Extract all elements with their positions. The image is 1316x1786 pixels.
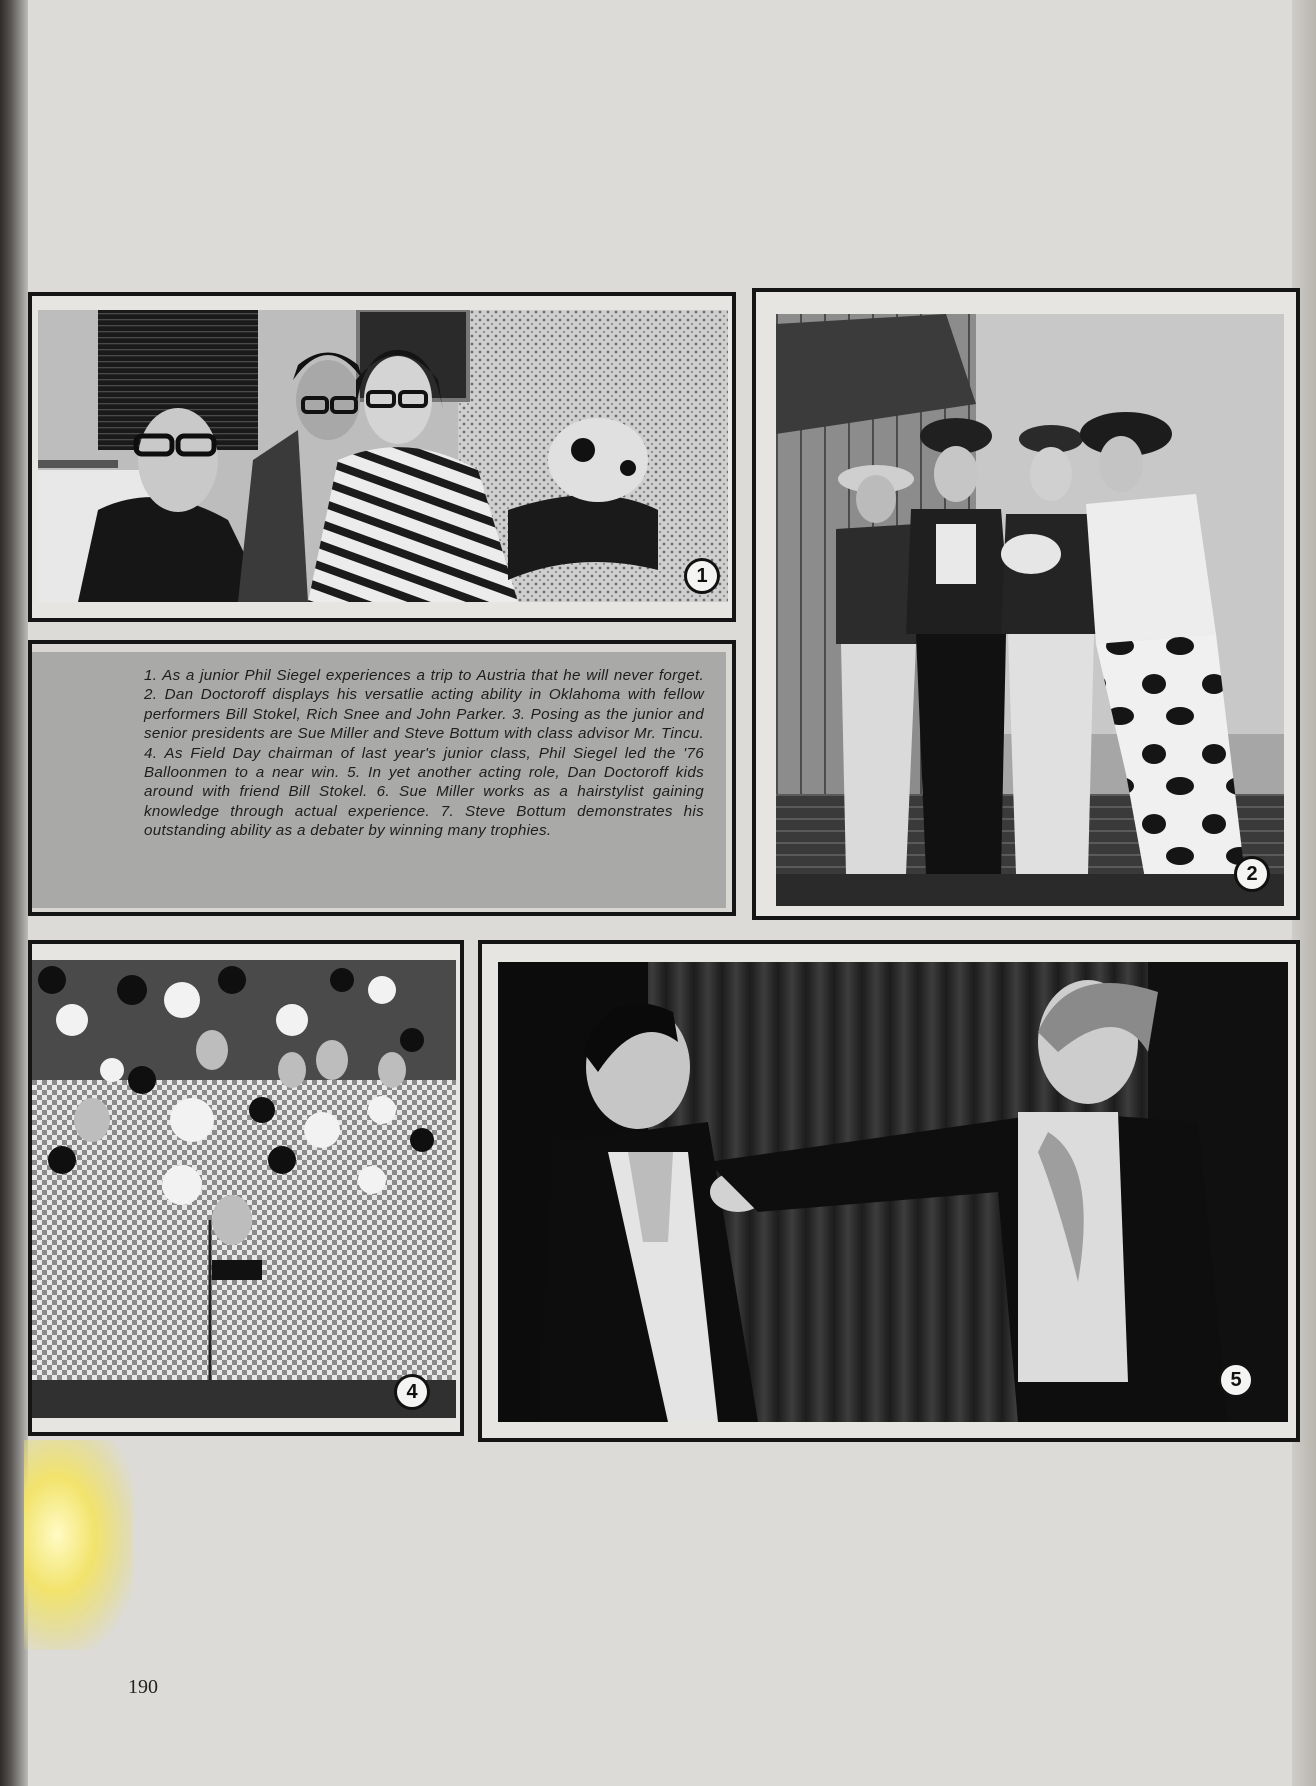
caption-box	[32, 652, 726, 908]
photo-2-frame	[752, 288, 1300, 920]
photo-4-frame	[28, 940, 464, 1436]
photo-5-number: 5	[1218, 1362, 1254, 1398]
photo-2	[776, 314, 1284, 906]
photo-1-frame	[28, 292, 736, 622]
photo-2-number: 2	[1234, 856, 1270, 892]
page-number: 190	[128, 1676, 158, 1698]
photo-4-number: 4	[394, 1374, 430, 1410]
photo-1-number: 1	[684, 558, 720, 594]
caption-text: 1. As a junior Phil Siegel experiences a trip to Austria that he will never forget. 2. Dan Doctoroff displays his versatlie acting ability in Oklahoma with fellow performers Bill Stokel, Rich Snee and John Parker. 3. Posing as the junior and senior presidents are Sue Miller and Steve Bottum with class advisor Mr. Tincu. 4. As Field Day chairman of last year's junior class, Phil Siegel led the '76 Balloonmen to a near win. 5. In yet another acting role, Dan Doctoroff kids around with friend Bill Stokel. 6. Sue Miller works as a hairstylist gaining knowledge through actual experience. 7. Steve Bottum demonstrates his outstanding ability as a debater by winning many trophies.	[144, 667, 704, 840]
light-glare	[24, 1440, 134, 1650]
photo-4	[32, 960, 456, 1418]
photo-5	[498, 962, 1288, 1422]
photo-1	[38, 310, 728, 602]
photo-5-frame	[478, 940, 1300, 1442]
